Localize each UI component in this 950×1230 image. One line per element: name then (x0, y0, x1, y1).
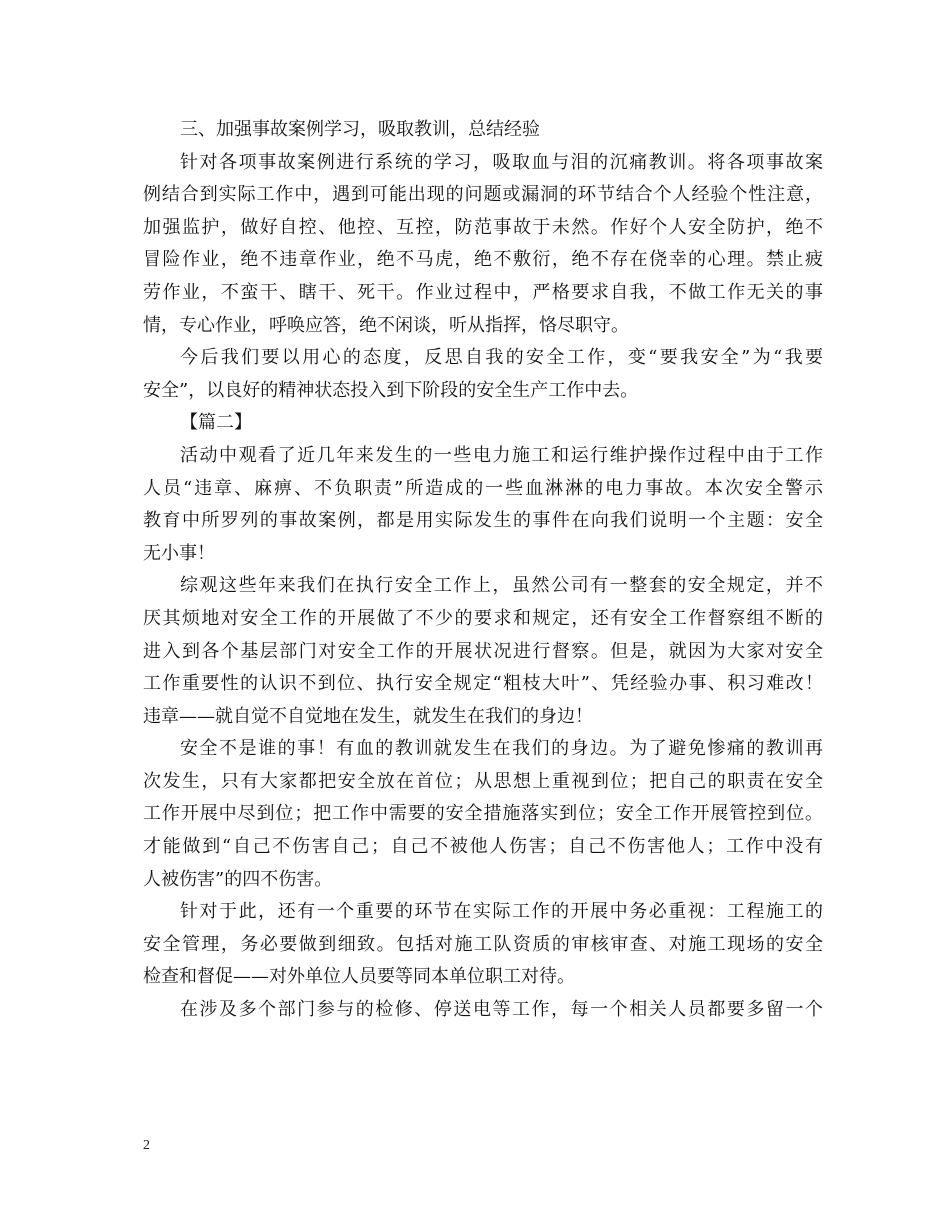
page-number: 2 (143, 1138, 150, 1153)
paragraph-line: 厌其烦地对安全工作的开展做了不少的要求和规定，还有安全工作督察组不断的 (143, 607, 823, 629)
paragraph-line: 针对于此，还有一个重要的环节在实际工作的开展中务必重视：工程施工的 (180, 901, 823, 923)
paragraph-line: 安全不是谁的事！有血的教训就发生在我们的身边。为了避免惨痛的教训再 (180, 738, 823, 760)
paragraph-line: 人被伤害”的四不伤害。 (143, 868, 333, 890)
paragraph-line: 安全”，以良好的精神状态投入到下阶段的安全生产工作中去。 (143, 379, 639, 401)
paragraph-line: 安全管理，务必要做到细致。包括对施工队资质的审核审查、对施工现场的安全 (143, 933, 823, 955)
paragraph-line: 工作重要性的认识不到位、执行安全规定“粗枝大叶”、凭经验办事、积习难改！ (143, 673, 823, 695)
document-body (143, 114, 823, 1027)
paragraph-line: 教育中所罗列的事故案例，都是用实际发生的事件在向我们说明一个主题：安全 (143, 510, 823, 532)
paragraph-line: 冒险作业，绝不违章作业，绝不马虎，绝不敷衍，绝不存在侥幸的心理。禁止疲 (143, 249, 823, 271)
paragraph-line: 劳作业，不蛮干、瞎干、死干。作业过程中，严格要求自我，不做工作无关的事 (143, 281, 823, 303)
paragraph-line: 情，专心作业，呼唤应答，绝不闲谈，听从指挥，恪尽职守。 (143, 314, 629, 336)
paragraph-line: 今后我们要以用心的态度，反思自我的安全工作，变“要我安全”为“我要 (180, 347, 823, 369)
paragraph-line: 加强监护，做好自控、他控、互控，防范事故于未然。作好个人安全防护，绝不 (143, 216, 823, 238)
paragraph-line: 进入到各个基层部门对安全工作的开展状况进行督察。但是，就因为大家对安全 (143, 640, 823, 662)
paragraph-line: 在涉及多个部门参与的检修、停送电等工作，每一个相关人员都要多留一个 (180, 999, 823, 1021)
paragraph-line: 人员“违章、麻痹、不负职责”所造成的一些血淋淋的电力事故。本次安全警示 (143, 477, 823, 499)
paragraph-line: 针对各项事故案例进行系统的学习，吸取血与泪的沉痛教训。将各项事故案 (180, 151, 823, 173)
paragraph-line: 例结合到实际工作中，遇到可能出现的问题或漏洞的环节结合个人经验个性注意， (143, 184, 823, 206)
paragraph-line: 综观这些年来我们在执行安全工作上，虽然公司有一整套的安全规定，并不 (180, 575, 823, 597)
section-heading: 【篇二】 (180, 412, 252, 434)
paragraph-line: 检查和督促——对外单位人员要等同本单位职工对待。 (143, 966, 575, 988)
paragraph-line: 违章——就自觉不自觉地在发生，就发生在我们的身边！ (143, 705, 593, 727)
paragraph-line: 无小事！ (143, 542, 215, 564)
paragraph-line: 次发生，只有大家都把安全放在首位；从思想上重视到位；把自己的职责在安全 (143, 770, 823, 792)
section-heading: 三、加强事故案例学习，吸取教训，总结经验 (180, 119, 540, 140)
paragraph-line: 工作开展中尽到位；把工作中需要的安全措施落实到位；安全工作开展管控到位。 (143, 803, 823, 825)
paragraph-line: 才能做到“自己不伤害自己；自己不被他人伤害；自己不伤害他人；工作中没有 (143, 836, 823, 858)
paragraph-line: 活动中观看了近几年来发生的一些电力施工和运行维护操作过程中由于工作 (180, 444, 823, 466)
